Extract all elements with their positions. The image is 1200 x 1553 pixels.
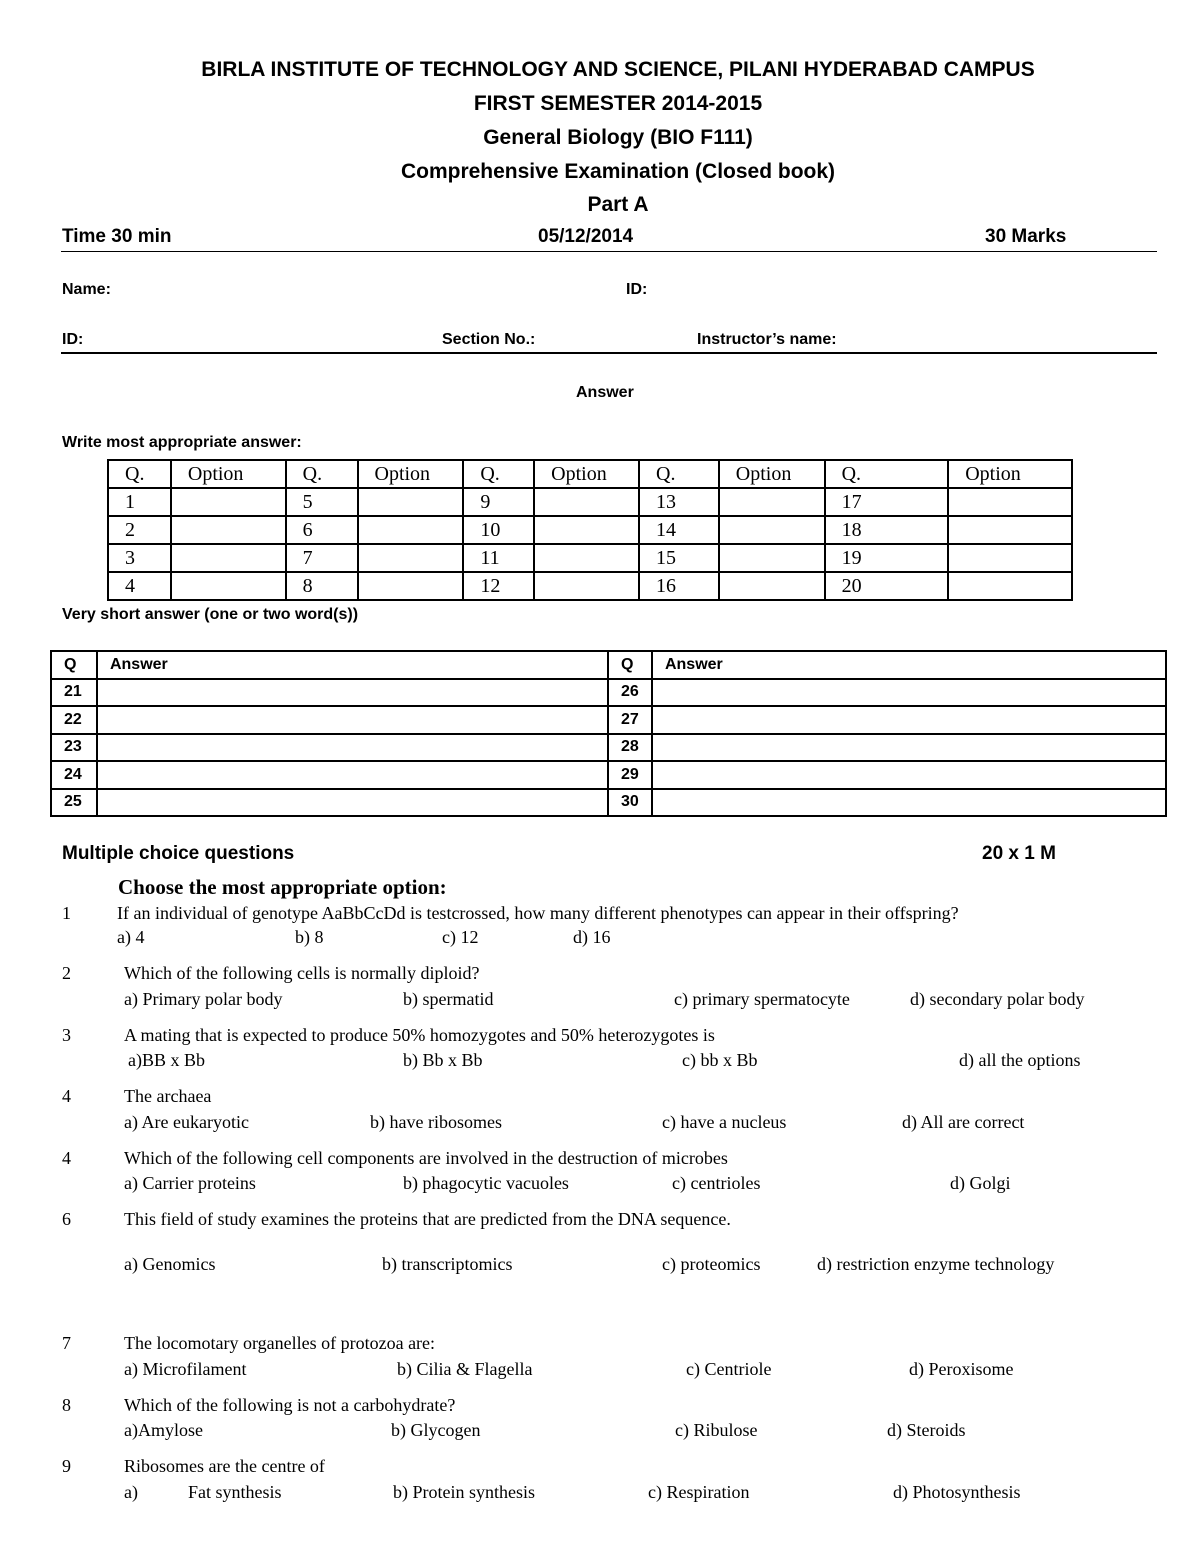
option-a: a) 4 <box>117 927 145 947</box>
question-number: 7 <box>62 1333 71 1353</box>
option-cell[interactable] <box>534 544 639 572</box>
col-header-answer: Answer <box>97 651 608 679</box>
question-text: A mating that is expected to produce 50% homozygotes and 50% heterozygotes is <box>124 1025 715 1045</box>
answer-cell[interactable] <box>652 706 1166 734</box>
question-number: 1 <box>62 903 71 923</box>
option-b: b) have ribosomes <box>370 1112 502 1132</box>
table-row <box>51 789 1166 817</box>
option-a: a) Microfilament <box>124 1359 247 1379</box>
col-header-option: Option <box>719 460 825 488</box>
q-number: 2 <box>108 516 171 544</box>
table-row <box>108 544 1072 572</box>
table-row <box>108 516 1072 544</box>
col-header-option: Option <box>358 460 464 488</box>
answer-cell[interactable] <box>652 679 1166 707</box>
q-number: 20 <box>825 572 949 600</box>
option-cell[interactable] <box>358 572 464 600</box>
question-number: 4 <box>62 1086 71 1106</box>
option-d: d) restriction enzyme technology <box>817 1254 1055 1274</box>
q-number: 10 <box>463 516 534 544</box>
q-number: 26 <box>608 679 652 707</box>
option-cell[interactable] <box>719 516 825 544</box>
question-number: 2 <box>62 963 71 983</box>
mcq-marks: 20 x 1 M <box>982 843 1056 864</box>
header-divider <box>61 251 1157 252</box>
table-row <box>108 572 1072 600</box>
q-number: 21 <box>51 679 97 707</box>
question-text: The locomotary organelles of protozoa are: <box>124 1333 436 1353</box>
option-cell[interactable] <box>948 488 1072 516</box>
question-text: This field of study examines the proteins that are predicted from the DNA sequence. <box>124 1209 731 1229</box>
form-divider <box>61 352 1157 354</box>
q-number: 8 <box>286 572 358 600</box>
q-number: 30 <box>608 789 652 817</box>
table-row <box>51 706 1166 734</box>
option-b: b) transcriptomics <box>382 1254 513 1274</box>
option-d: d) 16 <box>573 927 611 947</box>
exam-date: 05/12/2014 <box>538 226 634 247</box>
option-a: a) Carrier proteins <box>124 1173 256 1193</box>
question-number: 4 <box>62 1148 71 1168</box>
option-c: c) Centriole <box>686 1359 772 1379</box>
option-cell[interactable] <box>948 516 1072 544</box>
option-answer-table <box>107 459 1073 601</box>
question-text: The archaea <box>124 1086 212 1106</box>
option-b: b) Cilia & Flagella <box>397 1359 533 1379</box>
q-number: 18 <box>825 516 949 544</box>
question-number: 8 <box>62 1395 71 1415</box>
option-c: c) centrioles <box>672 1173 761 1193</box>
q-number: 19 <box>825 544 949 572</box>
q-number: 14 <box>639 516 719 544</box>
table-row <box>51 734 1166 762</box>
option-a: a) Primary polar body <box>124 989 283 1009</box>
q-number: 13 <box>639 488 719 516</box>
option-cell[interactable] <box>358 488 464 516</box>
col-header-answer: Answer <box>652 651 1166 679</box>
option-c: c) Ribulose <box>675 1420 758 1440</box>
col-header-q: Q. <box>286 460 358 488</box>
q-number: 7 <box>286 544 358 572</box>
section-field-label: Section No.: <box>442 331 536 348</box>
option-cell[interactable] <box>358 516 464 544</box>
option-b: b) Bb x Bb <box>403 1050 483 1070</box>
answer-cell[interactable] <box>97 679 608 707</box>
question-text: Ribosomes are the centre of <box>124 1456 325 1476</box>
question-number: 6 <box>62 1209 71 1229</box>
option-cell[interactable] <box>534 488 639 516</box>
table-row <box>51 679 1166 707</box>
option-cell[interactable] <box>171 572 286 600</box>
question-text: If an individual of genotype AaBbCcDd is testcrossed, how many different phenotypes can appear in their offspring? <box>117 903 959 923</box>
option-a: a)Amylose <box>124 1420 203 1440</box>
q-number: 25 <box>51 789 97 817</box>
q-number: 28 <box>608 734 652 762</box>
option-c: c) Respiration <box>648 1482 750 1502</box>
answer-cell[interactable] <box>97 761 608 789</box>
option-d: d) all the options <box>959 1050 1081 1070</box>
col-header-option: Option <box>534 460 639 488</box>
option-cell[interactable] <box>719 572 825 600</box>
institute-title: BIRLA INSTITUTE OF TECHNOLOGY AND SCIENCE, PILANI HYDERABAD CAMPUS <box>201 58 1035 81</box>
q-number: 5 <box>286 488 358 516</box>
col-header-option: Option <box>948 460 1072 488</box>
answer-heading: Answer <box>576 384 634 401</box>
option-cell[interactable] <box>534 516 639 544</box>
name-field-label: Name: <box>62 281 111 298</box>
col-header-option: Option <box>171 460 286 488</box>
option-d: d) secondary polar body <box>910 989 1085 1009</box>
semester-title: FIRST SEMESTER 2014-2015 <box>473 92 763 115</box>
mcq-instruction: Choose the most appropriate option: <box>118 875 447 899</box>
mcq-title: Multiple choice questions <box>62 843 295 864</box>
q-number: 3 <box>108 544 171 572</box>
question-number: 9 <box>62 1456 71 1476</box>
instructor-field-label: Instructor’s name: <box>697 331 837 348</box>
q-number: 1 <box>108 488 171 516</box>
option-cell[interactable] <box>948 544 1072 572</box>
q-number: 29 <box>608 761 652 789</box>
option-d: d) All are correct <box>902 1112 1025 1132</box>
question-text: Which of the following cells is normally diploid? <box>124 963 480 983</box>
option-cell[interactable] <box>358 544 464 572</box>
col-header-q: Q. <box>108 460 171 488</box>
table-row <box>108 488 1072 516</box>
option-c: c) bb x Bb <box>682 1050 758 1070</box>
option-cell[interactable] <box>948 572 1072 600</box>
short-answer-header-row <box>51 651 1166 679</box>
question-number: 3 <box>62 1025 71 1045</box>
option-c: c) proteomics <box>662 1254 761 1274</box>
table-row <box>51 761 1166 789</box>
option-cell[interactable] <box>534 572 639 600</box>
option-a: a) Genomics <box>124 1254 216 1274</box>
q-number: 11 <box>463 544 534 572</box>
option-b: b) 8 <box>295 927 324 947</box>
short-answer-table <box>50 650 1167 817</box>
q-number: 27 <box>608 706 652 734</box>
option-a: a) <box>124 1482 138 1502</box>
col-header-q: Q. <box>463 460 534 488</box>
option-cell[interactable] <box>719 544 825 572</box>
q-number: 9 <box>463 488 534 516</box>
answer-cell[interactable] <box>97 706 608 734</box>
q-number: 24 <box>51 761 97 789</box>
option-d: d) Golgi <box>950 1173 1011 1193</box>
option-d: d) Photosynthesis <box>893 1482 1021 1502</box>
id-field-label-right: ID: <box>626 281 648 298</box>
option-cell[interactable] <box>719 488 825 516</box>
part-title: Part A <box>587 193 649 216</box>
q-number: 15 <box>639 544 719 572</box>
q-number: 22 <box>51 706 97 734</box>
option-table-instruction: Write most appropriate answer: <box>62 434 302 451</box>
answer-cell[interactable] <box>652 734 1166 762</box>
short-answer-instruction: Very short answer (one or two word(s)) <box>62 606 359 623</box>
question-text: Which of the following cell components are involved in the destruction of microbes <box>124 1148 728 1168</box>
answer-cell[interactable] <box>652 789 1166 817</box>
option-c: c) 12 <box>442 927 479 947</box>
option-a: a) Are eukaryotic <box>124 1112 249 1132</box>
option-b: b) Glycogen <box>391 1420 481 1440</box>
total-marks: 30 Marks <box>985 226 1067 247</box>
exam-title: Comprehensive Examination (Closed book) <box>400 160 836 183</box>
col-header-q: Q. <box>825 460 949 488</box>
q-number: 16 <box>639 572 719 600</box>
answer-cell[interactable] <box>652 761 1166 789</box>
answer-cell[interactable] <box>97 789 608 817</box>
option-a: a)BB x Bb <box>128 1050 206 1070</box>
option-cell[interactable] <box>171 516 286 544</box>
q-number: 23 <box>51 734 97 762</box>
option-d: d) Peroxisome <box>909 1359 1014 1379</box>
col-header-q: Q. <box>639 460 719 488</box>
option-b: b) spermatid <box>403 989 494 1009</box>
q-number: 17 <box>825 488 949 516</box>
option-table-header-row <box>108 460 1072 488</box>
option-cell[interactable] <box>171 488 286 516</box>
col-header-q: Q <box>51 651 97 679</box>
option-c: c) have a nucleus <box>662 1112 787 1132</box>
q-number: 4 <box>108 572 171 600</box>
answer-cell[interactable] <box>97 734 608 762</box>
q-number: 6 <box>286 516 358 544</box>
option-c: c) primary spermatocyte <box>674 989 850 1009</box>
option-a-text: Fat synthesis <box>188 1482 282 1502</box>
option-cell[interactable] <box>171 544 286 572</box>
col-header-q: Q <box>608 651 652 679</box>
option-b: b) Protein synthesis <box>393 1482 535 1502</box>
q-number: 12 <box>463 572 534 600</box>
course-title: General Biology (BIO F111) <box>483 126 753 149</box>
question-text: Which of the following is not a carbohydrate? <box>124 1395 456 1415</box>
option-b: b) phagocytic vacuoles <box>403 1173 569 1193</box>
id-field-label-left: ID: <box>62 331 84 348</box>
option-d: d) Steroids <box>887 1420 966 1440</box>
time-label: Time 30 min <box>62 226 172 247</box>
